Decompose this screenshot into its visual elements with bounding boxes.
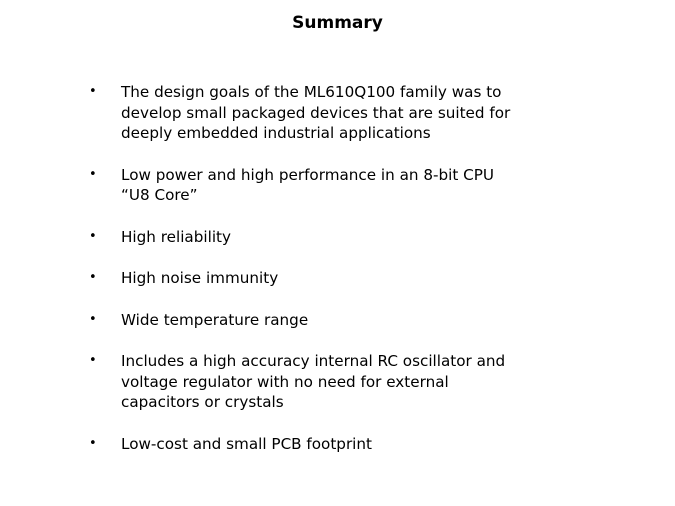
bullet-item	[89, 310, 589, 331]
bullet-icon: •	[89, 311, 97, 327]
bullet-text: Low-cost and small PCB footprint	[121, 434, 372, 453]
bullet-text: Wide temperature range	[121, 310, 309, 329]
bullet-icon: •	[89, 435, 97, 451]
bullet-text: Low power and high performance in an 8-bit CPU “U8 Core”	[121, 165, 495, 204]
bullet-item	[89, 227, 589, 248]
bullet-text: Includes a high accuracy internal RC oscillator and voltage regulator with no need for external capacitors or crystals	[121, 352, 506, 411]
bullet-item	[89, 434, 589, 455]
bullet-item	[89, 351, 589, 413]
bullet-item	[89, 82, 589, 144]
bullet-icon: •	[89, 353, 97, 368]
bullet-item	[89, 268, 589, 289]
bullet-list	[89, 82, 589, 475]
bullet-icon: •	[89, 228, 97, 244]
bullet-text: High reliability	[121, 227, 231, 246]
bullet-item	[89, 165, 589, 206]
bullet-text: The design goals of the ML610Q100 family was to develop small packaged devices that are suited for deeply embedded industrial applications	[121, 83, 511, 142]
bullet-text: High noise immunity	[121, 269, 279, 287]
bullet-icon: •	[89, 270, 97, 285]
bullet-icon: •	[89, 166, 97, 182]
bullet-icon: •	[89, 84, 97, 99]
slide-title: Summary	[292, 13, 383, 33]
